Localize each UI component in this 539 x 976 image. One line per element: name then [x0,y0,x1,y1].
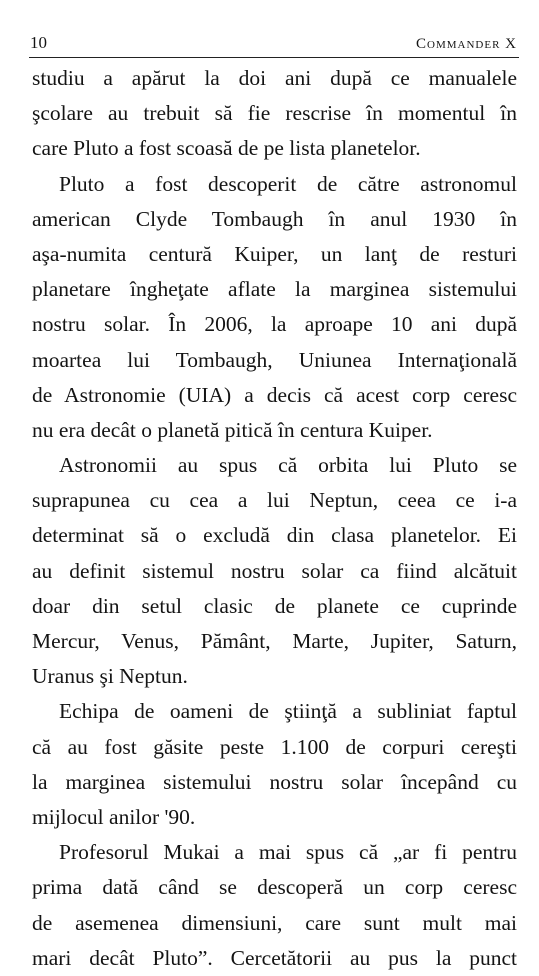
text-line: moartea lui Tombaugh, Uniunea Internaţională [32,347,517,372]
text-line: au definit sistemul nostru solar ca fiind alcătuit [32,558,517,583]
paragraph [32,61,517,167]
text-line: Mercur, Venus, Pământ, Marte, Jupiter, Saturn, [32,629,517,653]
text-line: de Astronomie (UIA) a decis că acest corp ceresc [32,382,517,407]
text-line: mijlocul anilor '90. [32,804,196,829]
text-line: suprapunea cu cea a lui Neptun, ceea ce i-a [32,488,517,513]
text-line: nostru solar. În 2006, la aproape 10 ani după [32,312,517,337]
text-line: determinat să o excludă din clasa planetelor. Ei [32,523,517,548]
text-line: american Clyde Tombaugh în anul 1930 în [32,206,517,231]
text-line: Echipa de oameni de ştiinţă a subliniat faptul [59,699,517,724]
text-line: şcolare au trebuit să fie rescrise în momentul în [32,101,517,126]
paragraph [32,448,517,694]
paragraph [32,167,517,449]
running-header: Commander X [416,36,517,52]
text-line: aşa-numita centură Kuiper, un lanţ de resturi [32,241,517,266]
header-rule [29,57,519,58]
paragraph [32,694,517,835]
text-line: care Pluto a fost scoasă de pe lista planetelor. [32,136,421,161]
body-text [32,61,517,976]
text-line: Astronomii au spus că orbita lui Pluto se [59,453,517,478]
text-line: planetare îngheţate aflate la marginea sistemului [32,277,517,302]
text-line: de asemenea dimensiuni, care sunt mult mai [32,910,517,935]
text-line: prima dată când se descoperă un corp ceresc [32,875,517,900]
text-line: Pluto a fost descoperit de către astronomul [59,171,517,196]
text-line: Profesorul Mukai a mai spus că „ar fi pentru [59,840,517,865]
text-line: doar din setul clasic de planete ce cuprinde [32,593,517,618]
text-line: nu era decât o planetă pitică în centura Kuiper. [32,417,433,442]
text-line: că au fost găsite peste 1.100 de corpuri cereşti [32,734,517,759]
text-line: la marginea sistemului nostru solar începând cu [32,769,517,794]
page-number: 10 [30,33,47,52]
paragraph [32,835,517,976]
text-line: Uranus şi Neptun. [32,664,188,689]
text-line: studiu a apărut la doi ani după ce manualele [32,66,517,90]
text-line: mari decât Pluto”. Cercetătorii au pus la punct [32,945,517,970]
